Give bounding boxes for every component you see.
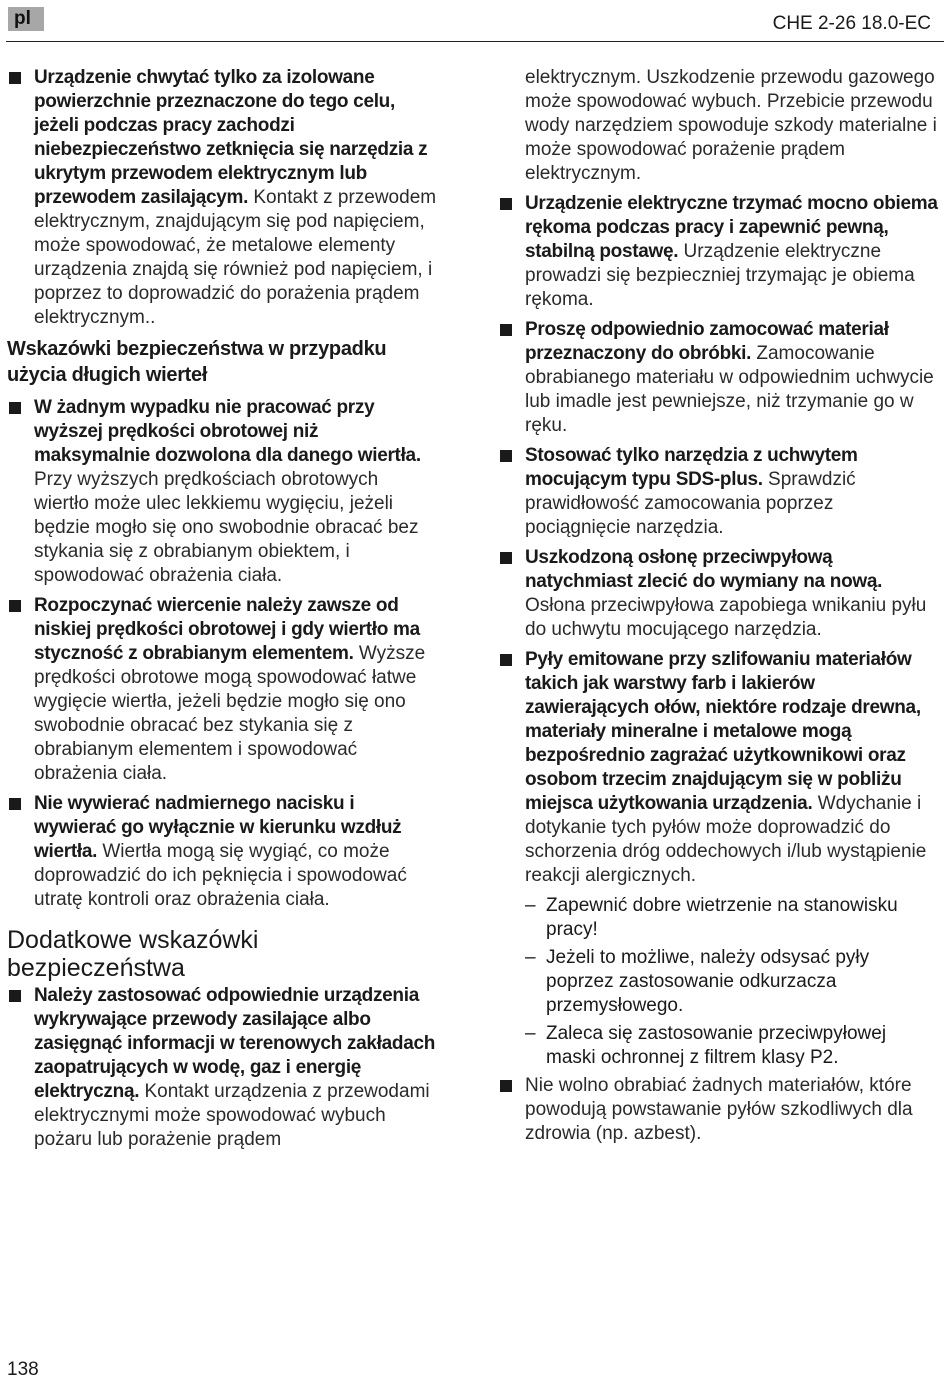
dash-bullet-icon: – [525, 947, 536, 968]
safety-item-two-hands [498, 192, 938, 312]
section-heading-additional-safety: Dodatkowe wskazówki bezpieczeństwa [7, 926, 259, 982]
header-rule [6, 41, 944, 42]
dash-item-text: Zapewnić dobre wietrzenie na stanowisku pracy! [546, 895, 898, 940]
square-bullet-icon [9, 600, 21, 612]
square-bullet-icon [9, 402, 21, 414]
instruction-bold: Stosować tylko narzędzia z uchwytem mocującym typu SDS-plus. [525, 445, 858, 490]
instruction-text: elektrycznym. Uszkodzenie przewodu gazowego może spowodować wybuch. Przebicie przewodu wody narzędziem spowoduje szkody materialne i może spowodować porażenie prądem elektrycznym. [525, 67, 937, 184]
instruction-text: Wdychanie i dotykanie tych pyłów może doprowadzić do schorzenia dróg oddechowych i/lub wystąpienie reakcji alergicznych. [525, 793, 927, 886]
left-column [7, 66, 437, 1158]
safety-item-low-speed-start [7, 594, 437, 786]
dash-item-text: Jeżeli to możliwe, należy odsysać pyły poprzez zastosowanie odkurzacza przemysłowego. [546, 947, 870, 1016]
square-bullet-icon [500, 552, 512, 564]
safety-item-harmful-dust [498, 648, 938, 888]
language-badge: pl [8, 7, 44, 31]
square-bullet-icon [500, 198, 512, 210]
instruction-bold: Proszę odpowiednio zamocować materiał przeznaczony do obróbki. [525, 319, 889, 364]
safety-item-asbestos [498, 1074, 938, 1146]
square-bullet-icon [9, 798, 21, 810]
instruction-bold: Rozpoczynać wiercenie należy zawsze od niskiej prędkości obrotowej i gdy wiertło ma styczność z obrabianym elementem. [34, 595, 420, 664]
square-bullet-icon [500, 450, 512, 462]
instruction-bold: Nie wywierać nadmiernego nacisku i wywierać go wyłącznie w kierunku wzdłuż wiertła. [34, 793, 402, 862]
dash-bullet-icon: – [525, 1023, 536, 1044]
dash-list-item [498, 894, 938, 942]
dash-bullet-icon: – [525, 895, 536, 916]
safety-item-dust-cover [498, 546, 938, 642]
square-bullet-icon [500, 654, 512, 666]
dash-list-item [498, 946, 938, 1018]
instruction-text: Urządzenie elektryczne prowadzi się bezpieczniej trzymając je obiema rękoma. [525, 241, 915, 310]
square-bullet-icon [9, 990, 21, 1002]
document-code: CHE 2-26 18.0-EC [772, 13, 931, 34]
instruction-text: Przy wyższych prędkościach obrotowych wiertło może ulec lekkiemu wygięciu, jeżeli będzie mogło się ono swobodnie obracać bez stykania się z obrabianym obiektem, i spowodować obrażenia ciała. [34, 469, 419, 586]
right-column [498, 66, 938, 1152]
instruction-bold: Urządzenie chwytać tylko za izolowane powierzchnie przeznaczone do tego celu, jeżeli podczas pracy zachodzi niebezpieczeństwo zetknięcia się narzędzia z ukrytym przewodem elektrycznym lub przewodem zasilającym. [34, 67, 428, 208]
instruction-text: Nie wolno obrabiać żadnych materiałów, które powodują powstawanie pyłów szkodliwych dla zdrowia (np. azbest). [525, 1075, 913, 1144]
safety-item-pressure [7, 792, 437, 912]
safety-item-insulated-grip [7, 66, 437, 330]
instruction-bold: Urządzenie elektryczne trzymać mocno obiema rękoma podczas pracy i zapewnić pewną, stabilną postawę. [525, 193, 938, 262]
page-number: 138 [7, 1359, 39, 1380]
square-bullet-icon [500, 1080, 512, 1092]
continued-text [498, 66, 938, 186]
square-bullet-icon [500, 324, 512, 336]
safety-item-detect-lines [7, 984, 437, 1152]
dash-item-text: Zaleca się zastosowanie przeciwpyłowej maski ochronnej z filtrem klasy P2. [546, 1023, 887, 1068]
instruction-text: Kontakt z przewodem elektrycznym, znajdującym się pod napięciem, może spowodować, że metalowe elementy urządzenia znajdą się również pod napięciem, i poprzez to doprowadzić do porażenia prądem elektrycznym.. [34, 187, 437, 328]
safety-item-max-speed [7, 396, 437, 588]
instruction-text: Zamocowanie obrabianego materiału w odpowiednim uchwycie lub imadle jest pewniejsze, niż trzymanie go w ręku. [525, 343, 934, 436]
square-bullet-icon [9, 72, 21, 84]
instruction-text: Wiertła mogą się wygiąć, co może doprowadzić do ich pęknięcia i spowodować utratę kontroli oraz obrażenia ciała. [34, 841, 407, 910]
instruction-text: Sprawdzić prawidłowość zamocowania poprzez pociągnięcie narzędzia. [525, 469, 856, 538]
dash-list-item [498, 1022, 938, 1070]
subheading-long-drills: Wskazówki bezpieczeństwa w przypadku użycia długich wierteł [7, 338, 387, 386]
instruction-bold: Pyły emitowane przy szlifowaniu materiałów takich jak warstwy farb i lakierów zawierających ołów, niektóre rodzaje drewna, materiały mineralne i metalowe mogą bezpośrednio zagrażać użytkownikowi oraz osobom trzecim znajdującym się w pobliżu miejsca użytkowania urządzenia. [525, 649, 921, 814]
safety-item-secure-workpiece [498, 318, 938, 438]
instruction-text: Kontakt urządzenia z przewodami elektrycznymi może spowodować wybuch pożaru lub porażenie prądem [34, 1081, 430, 1150]
instruction-bold: W żadnym wypadku nie pracować przy wyższej prędkości obrotowej niż maksymalnie dozwolona dla danego wiertła. [34, 397, 421, 466]
instruction-text: Osłona przeciwpyłowa zapobiega wnikaniu pyłu do uchwytu mocującego narzędzia. [525, 595, 927, 640]
instruction-bold: Uszkodzoną osłonę przeciwpyłową natychmiast zlecić do wymiany na nową. [525, 547, 883, 592]
instruction-text: Wyższe prędkości obrotowe mogą spowodować łatwe wygięcie wiertła, jeżeli będzie mogło się ono swobodnie obracać bez stykania się z obrabianym elementem i spowodować obrażenia ciała. [34, 643, 426, 784]
instruction-bold: Należy zastosować odpowiednie urządzenia wykrywające przewody zasilające albo zasięgnąć informacji w terenowych zakładach zaopatrujących w wodę, gaz i energię elektryczną. [34, 985, 436, 1102]
safety-item-sds-plus [498, 444, 938, 540]
